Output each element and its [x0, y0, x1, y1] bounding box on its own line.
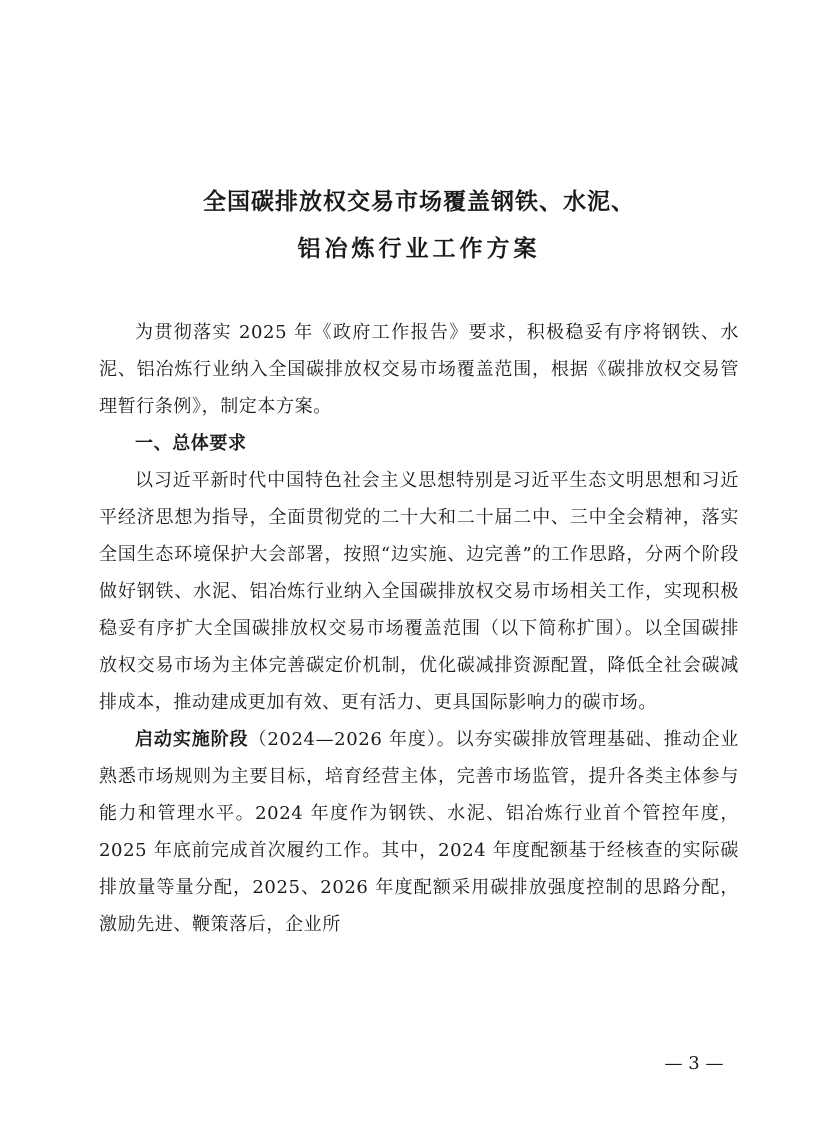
- phase-one-body: 以夯实碳排放管理基础、推动企业熟悉市场规则为主要目标，培育经营主体，完善市场监管，提升各类主体参与能力和管理水平。2024 年度作为钢铁、水泥、铝冶炼行业首个管控年度，2025 年底前完成首次履约工作。其中，2024 年度配额基于经核查的实际碳排放量等量分配，2025、2026 年度配额采用碳排放强度控制的思路分配，激励先进、鞭策落后，企业所: [99, 729, 740, 935]
- document-title-line-1: 全国碳排放权交易市场覆盖钢铁、水泥、: [203, 189, 635, 215]
- page-number: — 3 —: [664, 1053, 724, 1074]
- phase-one-paragraph: [99, 721, 739, 943]
- document-title-line-2: 铝冶炼行业工作方案: [297, 236, 541, 262]
- document-body: [99, 314, 739, 943]
- section-heading-general-requirements: 一、总体要求: [135, 433, 247, 454]
- general-requirements-paragraph: 以习近平新时代中国特色社会主义思想特别是习近平生态文明思想和习近平经济思想为指导，全面贯彻党的二十大和二十届二中、三中全会精神，落实全国生态环境保护大会部署，按照“边实施、边完善”的工作思路，分两个阶段做好钢铁、水泥、铝冶炼行业纳入全国碳排放权交易市场相关工作，实现积极稳妥有序扩大全国碳排放权交易市场覆盖范围（以下简称扩围）。以全国碳排放权交易市场为主体完善碳定价机制，优化碳减排资源配置，降低全社会碳减排成本，推动建成更加有效、更有活力、更具国际影响力的碳市场。: [99, 470, 739, 713]
- intro-paragraph: 为贯彻落实 2025 年《政府工作报告》要求，积极稳妥有序将钢铁、水泥、铝冶炼行业纳入全国碳排放权交易市场覆盖范围，根据《碳排放权交易管理暂行条例》，制定本方案。: [99, 322, 739, 417]
- phase-one-lead: 启动实施阶段: [135, 729, 249, 750]
- phase-one-period: （2024—2026 年度）。: [248, 729, 456, 750]
